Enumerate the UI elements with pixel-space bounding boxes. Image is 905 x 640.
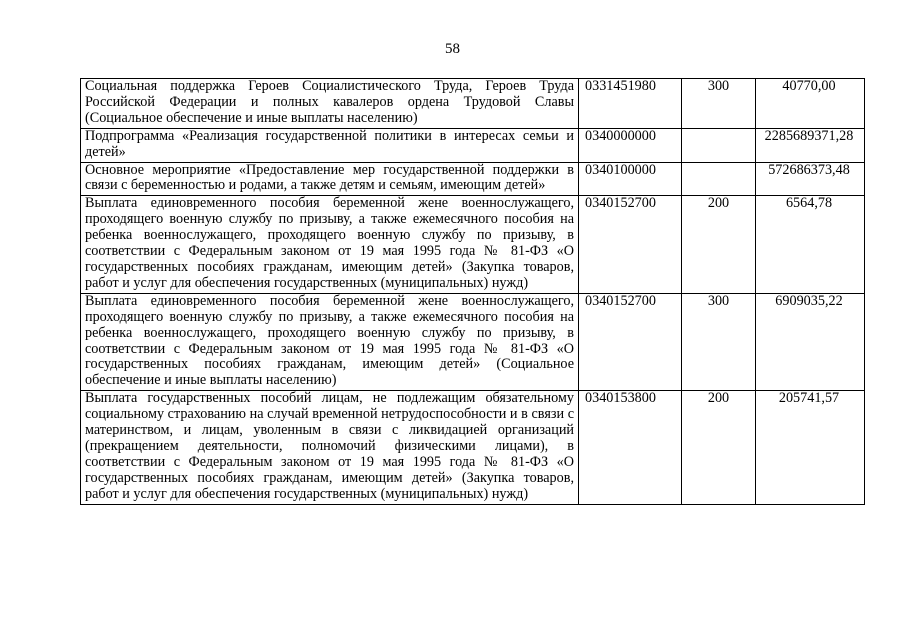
row-expense-type [682, 162, 756, 196]
row-target-code: 0340100000 [579, 162, 682, 196]
row-expense-type: 300 [682, 79, 756, 129]
row-expense-type: 200 [682, 196, 756, 293]
row-target-code: 0340153800 [579, 391, 682, 504]
row-amount: 40770,00 [756, 79, 865, 129]
row-target-code: 0340152700 [579, 293, 682, 390]
row-expense-type [682, 128, 756, 162]
row-description: Выплата единовременного пособия беременной жене военнослужащего, проходящего военную службу по призыву, а также ежемесячного пособия на ребенка военнослужащего, проходящего военную службу по призыву, в соответствии с Федеральным законом от 19 мая 1995 года № 81-ФЗ «О государственных пособиях гражданам, имеющим детей» (Закупка товаров, работ и услуг для обеспечения государственных (муниципальных) нужд) [81, 196, 579, 293]
row-amount: 6909035,22 [756, 293, 865, 390]
row-expense-type: 200 [682, 391, 756, 504]
row-amount: 572686373,48 [756, 162, 865, 196]
row-target-code: 0340152700 [579, 196, 682, 293]
row-target-code: 0340000000 [579, 128, 682, 162]
table-row [81, 196, 865, 293]
row-description: Выплата единовременного пособия беременной жене военнослужащего, проходящего военную службу по призыву, а также ежемесячного пособия на ребенка военнослужащего, проходящего военную службу по призыву, в соответствии с Федеральным законом от 19 мая 1995 года № 81-ФЗ «О государственных пособиях гражданам, имеющим детей» (Социальное обеспечение и иные выплаты населению) [81, 293, 579, 390]
row-expense-type: 300 [682, 293, 756, 390]
row-amount: 205741,57 [756, 391, 865, 504]
row-amount: 6564,78 [756, 196, 865, 293]
row-description: Подпрограмма «Реализация государственной политики в интересах семьи и детей» [81, 128, 579, 162]
row-target-code: 0331451980 [579, 79, 682, 129]
row-amount: 2285689371,28 [756, 128, 865, 162]
table-row [81, 79, 865, 129]
table-row [81, 293, 865, 390]
row-description: Социальная поддержка Героев Социалистического Труда, Героев Труда Российской Федерации и полных кавалеров ордена Трудовой Славы (Социальное обеспечение и иные выплаты населению) [81, 79, 579, 129]
row-description: Основное мероприятие «Предоставление мер государственной поддержки в связи с беременностью и родами, а также детям и семьям, имеющим детей» [81, 162, 579, 196]
row-description: Выплата государственных пособий лицам, не подлежащим обязательному социальному страхованию на случай временной нетрудоспособности и в связи с материнством, и лицам, уволенным в связи с ликвидацией организаций (прекращением деятельности, полномочий физическими лицами), в соответствии с Федеральным законом от 19 мая 1995 года № 81-ФЗ «О государственных пособиях гражданам, имеющим детей» (Закупка товаров, работ и услуг для обеспечения государственных (муниципальных) нужд) [81, 391, 579, 504]
budget-table [80, 78, 865, 505]
page-number: 58 [445, 41, 460, 57]
table-row [81, 128, 865, 162]
table-row [81, 162, 865, 196]
table-row [81, 391, 865, 504]
